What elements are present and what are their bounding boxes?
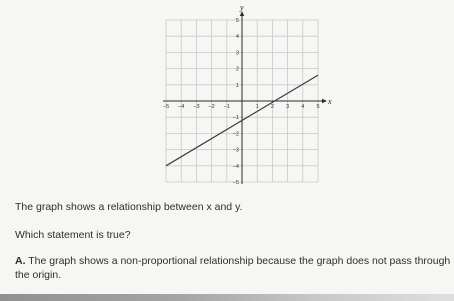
y-tick-label: 5 (235, 18, 239, 24)
statement-text: The graph shows a relationship between (15, 201, 207, 213)
statement-text-mid: and (211, 201, 236, 213)
y-tick-label: 2 (235, 66, 239, 73)
question-statement (15, 200, 242, 214)
variable-x: x (206, 201, 212, 213)
x-tick-label: 3 (286, 104, 290, 110)
coordinate-graph (156, 2, 336, 190)
question-prompt: Which statement is true? (15, 229, 131, 241)
x-tick-label: −1 (223, 104, 230, 110)
y-tick-label: −4 (232, 163, 239, 170)
y-tick-label: −1 (232, 115, 239, 122)
y-axis-label: y (240, 3, 244, 12)
tick-labels (163, 18, 320, 186)
axes (163, 3, 332, 184)
y-tick-label: −3 (232, 147, 239, 154)
x-tick-label: 1 (255, 104, 259, 110)
x-tick-label: 2 (270, 104, 274, 110)
y-tick-label: 3 (235, 50, 239, 57)
x-axis-arrow-icon (322, 99, 327, 103)
x-tick-label: −4 (178, 104, 185, 110)
x-tick-label: 5 (316, 104, 320, 110)
y-tick-label: 1 (235, 82, 239, 89)
x-axis-label: x (328, 97, 332, 106)
bottom-divider (0, 294, 454, 301)
answer-choice-a[interactable] (15, 254, 454, 282)
x-tick-label: −3 (193, 104, 200, 110)
x-tick-label: −2 (208, 104, 215, 110)
x-tick-label: −5 (162, 104, 170, 110)
choice-text: The graph shows a non-proportional relationship because the graph does not pass through the origin. (15, 255, 451, 281)
y-tick-label: −2 (232, 131, 239, 138)
graph-svg (156, 2, 336, 190)
choice-letter: A. (15, 255, 26, 267)
variable-y: y (235, 201, 240, 213)
x-tick-label: 4 (301, 104, 305, 110)
y-tick-label: −5 (232, 180, 239, 186)
statement-text-end: . (239, 201, 243, 213)
y-tick-label: 4 (235, 34, 239, 41)
